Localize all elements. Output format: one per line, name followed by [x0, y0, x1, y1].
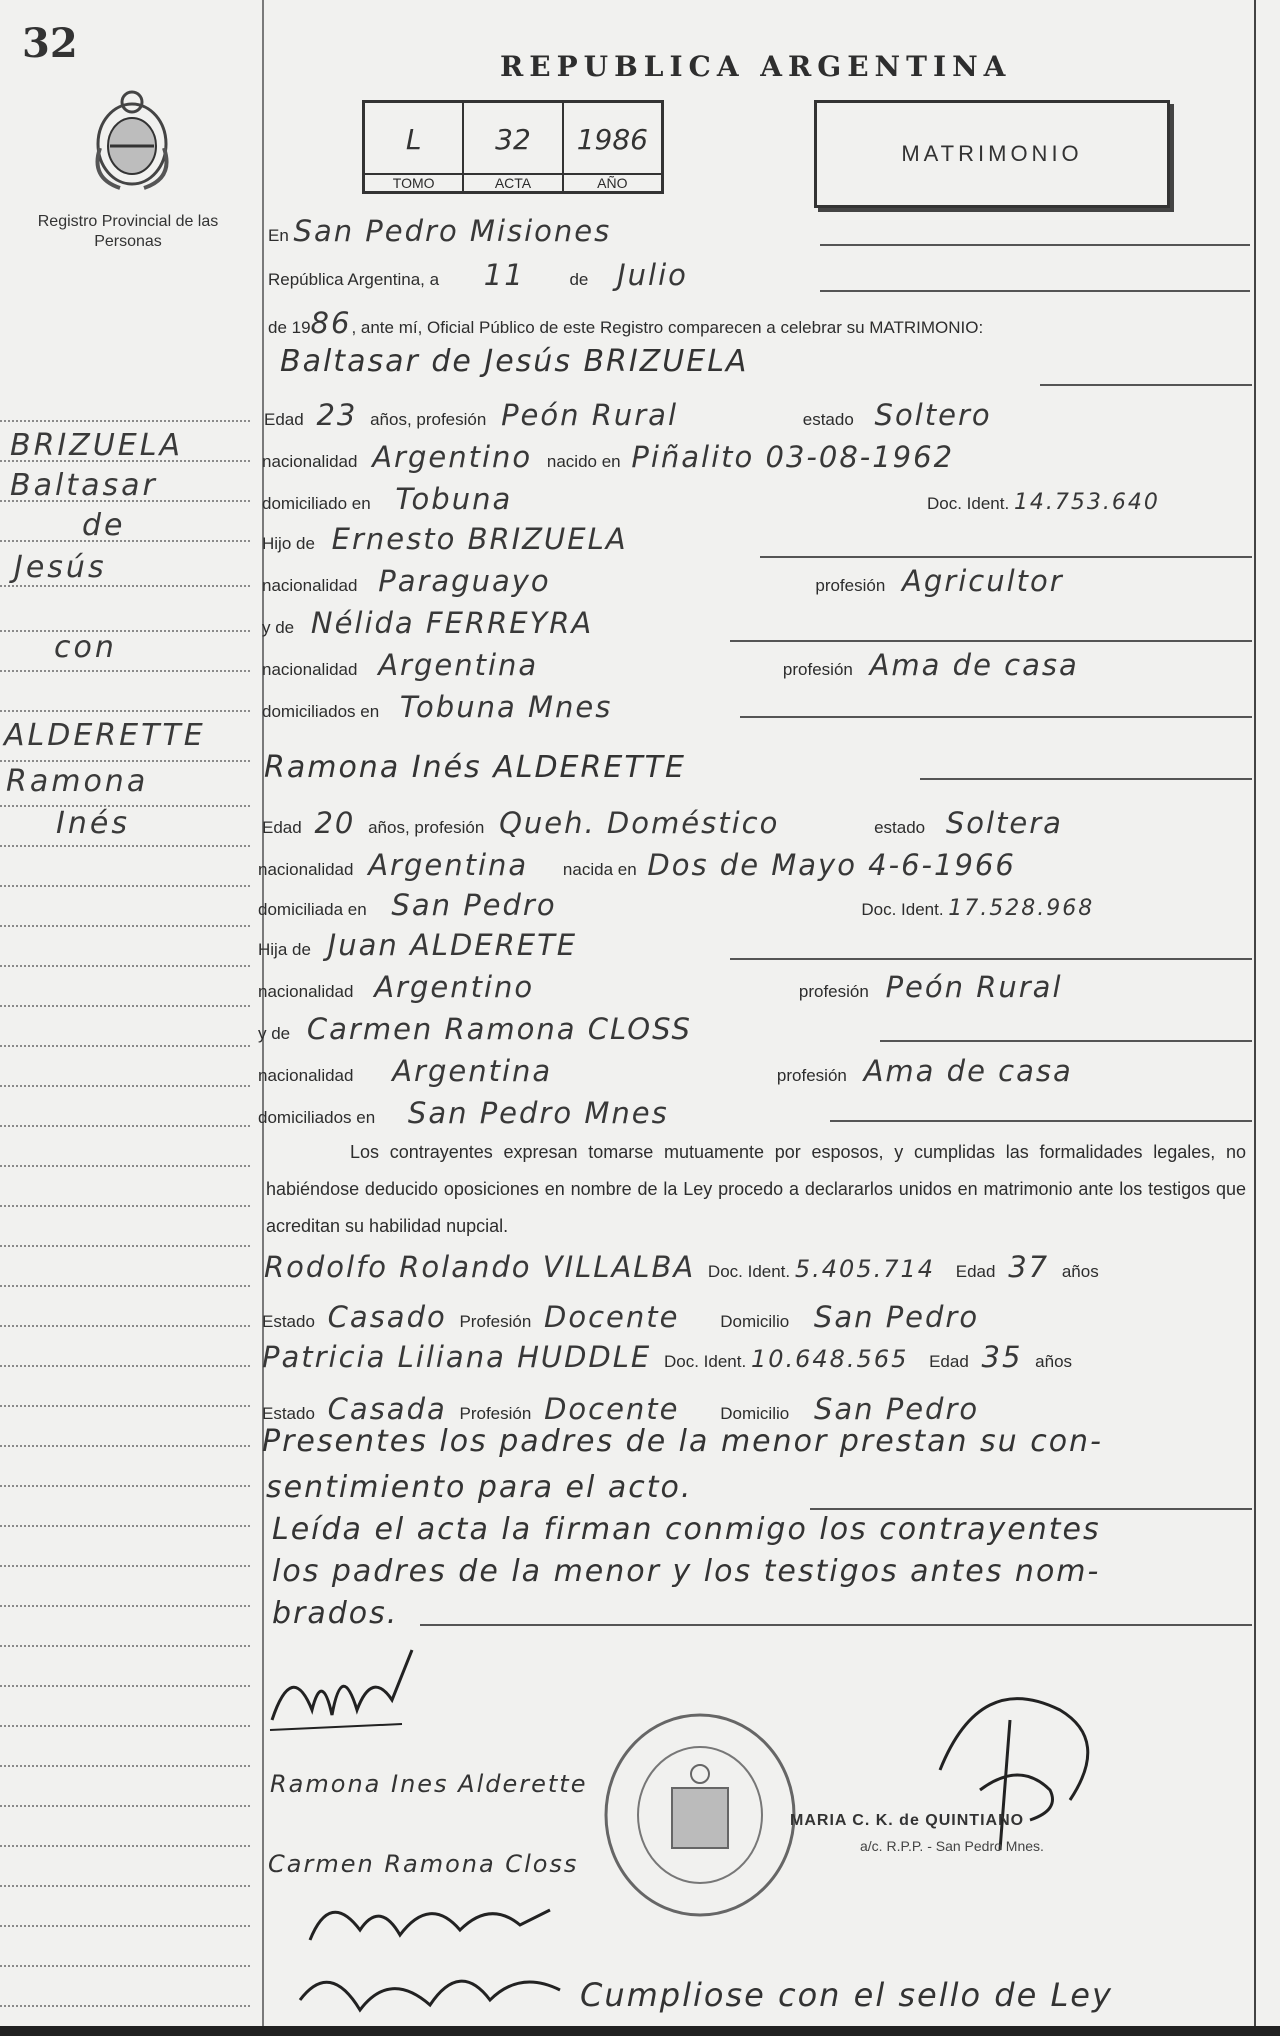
- groom-nacido-label: nacido en: [546, 452, 621, 471]
- bride-domicile: San Pedro: [391, 888, 557, 922]
- bride-father-prof-label: profesión: [798, 982, 869, 1001]
- witness2-details-row: [262, 1392, 979, 1426]
- bride-nationality-row: [258, 848, 1016, 882]
- groom-hijo-label: Hijo de: [262, 534, 315, 553]
- groom-domicile: Tobuna: [395, 482, 513, 516]
- bride-mother-nat: Argentina: [392, 1054, 553, 1088]
- en-label: En: [268, 226, 289, 245]
- witness2-row: [262, 1340, 1072, 1374]
- bride-name: Ramona Inés ALDERETTE: [264, 750, 686, 785]
- margin-note-bride-name2: Inés: [56, 806, 130, 841]
- bride-age: 20: [314, 806, 356, 840]
- month-value: Julio: [617, 258, 688, 292]
- bride-nacida-label: nacida en: [562, 860, 637, 879]
- witness1-domicilio-label: Domicilio: [720, 1312, 790, 1331]
- groom-mother: Nélida FERREYRA: [310, 606, 594, 640]
- groom-doc-label: Doc. Ident.: [926, 494, 1010, 513]
- bride-doc-label: Doc. Ident.: [861, 900, 944, 919]
- witness2-signature-icon: [290, 1950, 570, 2030]
- witness1-estado: Casado: [327, 1300, 447, 1334]
- groom-name: Baltasar de Jesús BRIZUELA: [280, 344, 749, 379]
- groom-birth: Piñalito 03-08-1962: [631, 440, 955, 474]
- groom-father-nat: Paraguayo: [378, 564, 551, 598]
- groom-signature-icon: [262, 1640, 422, 1740]
- bride-father-prof: Peón Rural: [885, 970, 1063, 1004]
- declaration-text: Los contrayentes expresan tomarse mutuamente por esposos, y cumplidas las formalidades legales, no habiéndose deducido oposiciones en nombre de la Ley procedo a declararlos unidos en matrimonio ante los testigos que acreditan su habilidad nupcial.: [266, 1142, 1246, 1236]
- witness2-anos-label: años: [1035, 1352, 1073, 1371]
- margin-note-surname: BRIZUELA: [10, 428, 183, 463]
- witness1-edad-label: Edad: [955, 1262, 996, 1281]
- closing-note: Cumpliose con el sello de Ley: [580, 1976, 1113, 2014]
- bride-father-nat: Argentino: [374, 970, 535, 1004]
- bride-yde-label: y de: [258, 1024, 291, 1043]
- note-line-4: los padres de la menor y los testigos antes nom-: [272, 1554, 1101, 1589]
- page-bottom-edge: [0, 2026, 1280, 2036]
- groom-age: 23: [316, 398, 358, 432]
- margin-note-bride-name: Ramona: [6, 764, 149, 799]
- groom-yde-label: y de: [262, 618, 295, 637]
- acta-label: ACTA: [464, 173, 561, 191]
- de-label: de: [569, 270, 589, 289]
- witness2-edad-label: Edad: [929, 1352, 969, 1371]
- groom-edad-label: Edad: [264, 410, 304, 429]
- bride-estado: Soltera: [945, 806, 1063, 840]
- tomo-cell: [365, 103, 464, 191]
- bride-parents-dom-row: [258, 1096, 669, 1130]
- acta-cell: [464, 103, 563, 191]
- bride-edad-label: Edad: [262, 818, 302, 837]
- bride-signature: Ramona Ines Alderette: [270, 1770, 588, 1798]
- groom-nacionalidad-label: nacionalidad: [262, 452, 358, 471]
- margin-note-jesus: Jesús: [14, 550, 107, 585]
- bride-estado-label: estado: [874, 818, 926, 837]
- bride-nationality: Argentina: [368, 848, 529, 882]
- bride-mother-nat-row: [258, 1054, 1073, 1088]
- groom-father-prof: Agricultor: [902, 564, 1064, 598]
- republica-label: República Argentina, a: [268, 270, 440, 289]
- certificate-type: MATRIMONIO: [814, 100, 1170, 208]
- bride-profession: Queh. Doméstico: [499, 806, 780, 840]
- bride-parents-dom-label: domiciliados en: [258, 1108, 376, 1127]
- bride-nacionalidad-label: nacionalidad: [258, 860, 354, 879]
- witness2-estado: Casada: [327, 1392, 447, 1426]
- day-value: 11: [483, 258, 525, 292]
- witness1-age: 37: [1008, 1250, 1050, 1284]
- bride-mother-row: [258, 1012, 692, 1046]
- witness2-age: 35: [981, 1340, 1023, 1374]
- year-value: 86: [310, 306, 352, 340]
- registry-name: Registro Provincial de las Personas: [37, 213, 219, 250]
- groom-nationality-row: [262, 440, 954, 474]
- witness2-profession: Docente: [544, 1392, 680, 1426]
- witness2-doc-label: Doc. Ident.: [663, 1352, 747, 1371]
- acta-value: 32: [495, 123, 531, 156]
- anio-cell: [564, 103, 661, 191]
- anio-value: 1986: [576, 123, 648, 156]
- appearance-intro: , ante mí, Oficial Público de este Registro comparecen a celebrar su MATRIMONIO:: [351, 318, 984, 337]
- note-line-1: Presentes los padres de la menor prestan su con-: [262, 1424, 1103, 1459]
- groom-nationality: Argentino: [372, 440, 533, 474]
- place-row: [268, 214, 611, 248]
- witness1-doc-label: Doc. Ident.: [707, 1262, 791, 1281]
- witness2-name: Patricia Liliana HUDDLE: [262, 1340, 652, 1374]
- witness2-profesion-label: Profesión: [459, 1404, 532, 1423]
- groom-parents-dom-label: domiciliados en: [262, 702, 380, 721]
- witness2-domicile: San Pedro: [813, 1392, 980, 1426]
- bride-birth: Dos de Mayo 4-6-1966: [647, 848, 1016, 882]
- tomo-label: TOMO: [365, 173, 462, 191]
- groom-mother-nat: Argentina: [378, 648, 539, 682]
- year-prefix: de 19: [268, 318, 311, 337]
- bride-mother-prof-label: profesión: [776, 1066, 847, 1085]
- bride-doc: 17.528.968: [948, 896, 1095, 921]
- note-line-5: brados.: [272, 1596, 399, 1631]
- groom-parents-dom-row: [262, 690, 612, 724]
- bride-father-nat-row: [258, 970, 1063, 1004]
- witness1-anos-label: años: [1061, 1262, 1099, 1281]
- groom-profession: Peón Rural: [501, 398, 679, 432]
- bride-domicile-row: [258, 888, 1094, 922]
- coat-of-arms-icon: [80, 88, 184, 196]
- groom-father: Ernesto BRIZUELA: [331, 522, 628, 556]
- groom-mother-prof-label: profesión: [782, 660, 853, 679]
- official-signature-icon: [920, 1680, 1120, 1860]
- tomo-value: L: [405, 123, 422, 156]
- groom-domicilio-label: domiciliado en: [262, 494, 371, 513]
- groom-mother-row: [262, 606, 593, 640]
- year-row: [268, 306, 983, 340]
- witness1-domicile: San Pedro: [813, 1300, 980, 1334]
- groom-estado-label: estado: [802, 410, 854, 429]
- place-value: San Pedro Misiones: [293, 214, 612, 248]
- bride-father-nat-label: nacionalidad: [258, 982, 354, 1001]
- bride-mother: Carmen Ramona CLOSS: [306, 1012, 692, 1046]
- bride-mother-prof: Ama de casa: [863, 1054, 1073, 1088]
- margin-note-first-name: Baltasar: [10, 468, 158, 503]
- record-reference-box: [362, 100, 664, 194]
- official-seal-icon: [600, 1710, 800, 1920]
- groom-parents-dom: Tobuna Mnes: [399, 690, 613, 724]
- witness2-doc: 10.648.565: [750, 1345, 909, 1373]
- right-border: [1254, 0, 1256, 2036]
- bride-hija-label: Hija de: [258, 940, 311, 959]
- bride-profesion-label: años, profesión: [368, 818, 485, 837]
- bride-father-row: [258, 928, 577, 962]
- margin-note-con: con: [54, 630, 117, 665]
- groom-mother-nat-row: [262, 648, 1079, 682]
- note-line-2: sentimiento para el acto.: [266, 1470, 693, 1505]
- witness1-estado-label: Estado: [262, 1312, 315, 1331]
- groom-profesion-label: años, profesión: [370, 410, 487, 429]
- bride-age-row: [262, 806, 1063, 840]
- groom-father-row: [262, 522, 628, 556]
- country-heading: REPUBLICA ARGENTINA: [500, 50, 1012, 83]
- witness1-profession: Docente: [544, 1300, 680, 1334]
- bride-mother-nat-label: nacionalidad: [258, 1066, 354, 1085]
- groom-mother-prof: Ama de casa: [869, 648, 1079, 682]
- witness2-domicilio-label: Domicilio: [720, 1404, 790, 1423]
- margin-note-de: de: [82, 508, 126, 543]
- mother-signature: Carmen Ramona Closs: [268, 1850, 579, 1878]
- margin-note-bride-surname: ALDERETTE: [4, 718, 206, 753]
- witness1-signature-icon: [300, 1880, 560, 1960]
- witness1-doc: 5.405.714: [794, 1255, 936, 1283]
- groom-age-row: [264, 398, 992, 432]
- groom-doc: 14.753.640: [1013, 490, 1160, 515]
- bride-domicilio-label: domiciliada en: [258, 900, 367, 919]
- page-number: 32: [22, 20, 78, 67]
- official-title: a/c. R.P.P. - San Pedro Mnes.: [860, 1838, 1044, 1854]
- note-line-3: Leída el acta la firman conmigo los contrayentes: [272, 1512, 1101, 1547]
- witness1-profesion-label: Profesión: [459, 1312, 532, 1331]
- groom-father-prof-label: profesión: [815, 576, 886, 595]
- bride-parents-dom: San Pedro Mnes: [407, 1096, 669, 1130]
- groom-father-nat-label: nacionalidad: [262, 576, 358, 595]
- groom-estado: Soltero: [874, 398, 992, 432]
- bride-father: Juan ALDERETE: [327, 928, 578, 962]
- date-row: [268, 258, 688, 292]
- groom-mother-nat-label: nacionalidad: [262, 660, 358, 679]
- witness2-estado-label: Estado: [262, 1404, 315, 1423]
- groom-domicile-row: [262, 482, 1160, 516]
- official-name: MARIA C. K. de QUINTIANO: [790, 1812, 1025, 1829]
- groom-father-nat-row: [262, 564, 1064, 598]
- witness1-row: [264, 1250, 1099, 1284]
- anio-label: AÑO: [564, 173, 661, 191]
- witness1-details-row: [262, 1300, 979, 1334]
- witness1-name: Rodolfo Rolando VILLALBA: [264, 1250, 696, 1284]
